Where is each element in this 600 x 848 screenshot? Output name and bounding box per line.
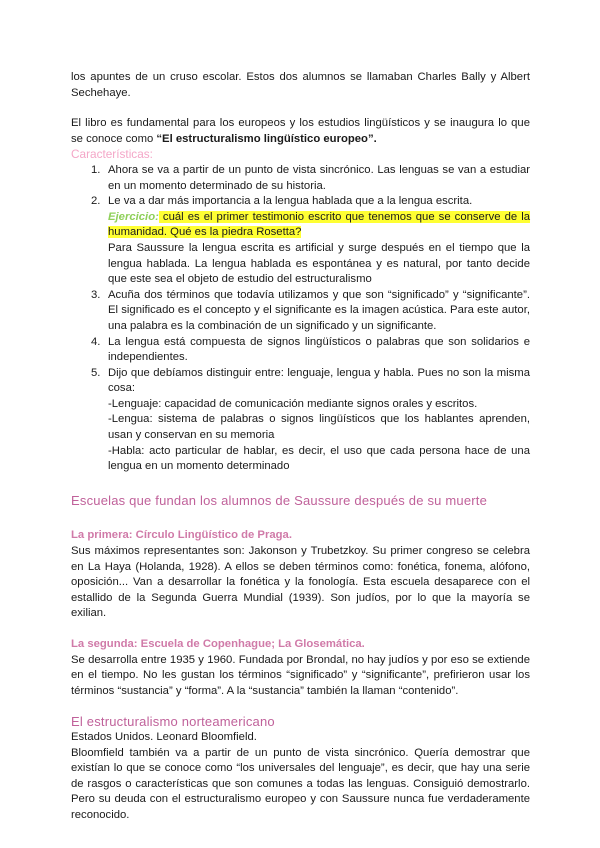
primera-escuela-text: Sus máximos representantes son: Jakonson y Trubetzkoy. Su primer congreso se celebra en La Haya (Holanda, 1928). A ellos se deben términos como: fonética, fonema, alófono, oposición... Van a desarrollar la fonética y la fonología. Esta escuela desaparece con el estallido de la Segunda Guerra Mundial (1939). Son judíos, por lo que la mayoría se exilian.: [71, 545, 530, 620]
list-item: [71, 288, 530, 335]
definition-lenguaje: -Lenguaje: capacidad de comunicación mediante signos orales y escritos.: [108, 397, 478, 410]
caracteristicas-list: [71, 163, 530, 475]
list-number: 2.: [91, 195, 101, 208]
list-number: 1.: [91, 163, 101, 176]
segunda-escuela-text: Se desarrolla entre 1935 y 1960. Fundada por Brondal, no hay judíos y por eso se extiende en el tiempo. No les gustan los términos “significado” y “significante”, prefirieron usar los términos “sustancia” y “forma”. A la “sustancia” también la llaman “contenido”.: [71, 653, 530, 697]
list-number: 5.: [91, 366, 101, 379]
list-item-text: Dijo que debíamos distinguir entre: lenguaje, lengua y habla. Pues no son la misma cosa:: [108, 366, 530, 395]
norteamericano-text: Bloomfield también va a partir de un punto de vista sincrónico. Quería demostrar que existían lo que se conoce como “los universales del lenguaje”, es decir, que hay una serie de rasgos o características que son comunes a todas las lenguas. Consiguió demostrarlo. Pero su deuda con el estructuralismo europeo y con Saussure nunca fue verdaderamente reconocido.: [71, 746, 530, 821]
list-number: 4.: [91, 335, 101, 348]
definition-habla: -Habla: acto particular de hablar, es decir, el uso que cada persona hace de una lengua en un momento determinado: [108, 444, 530, 473]
ejercicio-block: [108, 210, 530, 241]
list-number: 3.: [91, 288, 101, 301]
list-item-text: Acuña dos términos que todavía utilizamos y que son “significado” y “significante”. El significado es el concepto y el significante es la imagen acústica. Para este autor, una palabra es la combinación de un significado y un significante.: [108, 288, 530, 332]
list-item-extra-text: Para Saussure la lengua escrita es artificial y surge después en el tiempo que la lengua hablada. La lengua hablada es espontánea y es natural, por tanto decide que este sea el objeto de estudio del estructuralismo: [108, 241, 530, 286]
list-item: [71, 194, 530, 288]
caracteristicas-heading: Características:: [71, 147, 153, 162]
estructuralismo-europeo-term: “El estructuralismo lingüístico europeo”.: [156, 132, 377, 145]
list-item: [71, 335, 530, 366]
segunda-escuela-heading: La segunda: Escuela de Copenhague; La Glosemática.: [71, 638, 365, 650]
list-item-text: Le va a dar más importancia a la lengua hablada que a la lengua escrita.: [108, 195, 473, 208]
primera-escuela-heading: La primera: Círculo Lingüístico de Praga.: [71, 529, 292, 542]
escuelas-heading: Escuelas que fundan los alumnos de Saussure después de su muerte: [71, 492, 488, 508]
list-item: [71, 366, 530, 475]
intro-paragraph-1: los apuntes de un cruso escolar. Estos dos alumnos se llamaban Charles Bally y Albert Sechehaye.: [71, 71, 530, 99]
list-item: [71, 163, 530, 194]
definition-lengua: -Lengua: sistema de palabras o signos lingüísticos que los hablantes aprenden, usan y conservan en su memoria: [108, 413, 530, 442]
intro-paragraph-2: [71, 116, 530, 147]
norteamericano-line-1: Estados Unidos. Leonard Bloomfield.: [71, 730, 257, 743]
list-item-text: Ahora se va a partir de un punto de vista sincrónico. Las lenguas se van a estudiar en un momento determinado de su historia.: [108, 163, 530, 192]
intro-paragraph-2-text: El libro es fundamental para los europeos y los estudios lingüísticos y se inaugura lo que se conoce como: [71, 117, 530, 145]
document-body: [71, 70, 530, 824]
ejercicio-highlighted-text: cuál es el primer testimonio escrito que tenemos que se conserve de la humanidad. Qué es la piedra Rosetta?: [108, 210, 530, 239]
ejercicio-label: Ejercicio:: [108, 210, 159, 223]
list-item-text: La lengua está compuesta de signos lingüísticos o palabras que son solidarios e independientes.: [108, 335, 530, 364]
norteamericano-heading: El estructuralismo norteamericano: [71, 714, 275, 730]
